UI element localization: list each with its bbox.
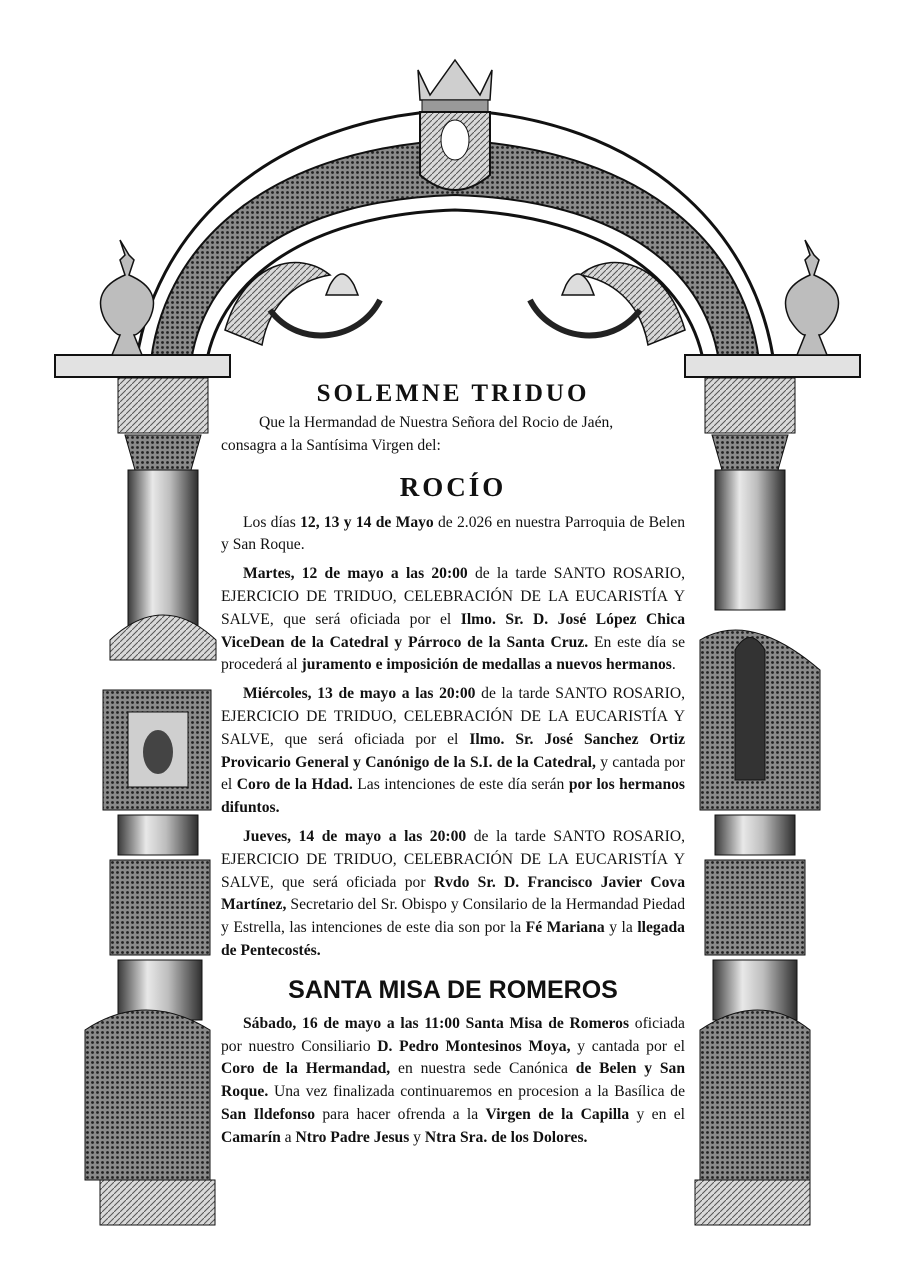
misa-paragraph: Sábado, 16 de mayo a las 11:00 Santa Misa de Romeros oficiada por nuestro Consiliario D. Pedro Montesinos Moya, y cantada por el Coro de la Hermandad, en nuestra sede Canónica de Belen y San Roque. Una vez finalizada continuaremos en procesion a la Basílica de San Ildefonso para hacer ofrenda a la Virgen de la Capilla y en el Camarín a Ntro Padre Jesus y Ntra Sra. de los Dolores. (221, 1014, 685, 1146)
day3-paragraph: Jueves, 14 de mayo a las 20:00 de la tarde SANTO ROSARIO, EJERCICIO DE TRIDUO, CELEBRACIÓN DE LA EUCARISTÍA Y SALVE, que será oficiada por Rvdo Sr. D. Francisco Javier Cova Martínez, Secretario del Sr. Obispo y Consilario de la Hermandad Piedad y Estrella, las intenciones de este dia son por la Fé Mariana y la llegada de Pentecostés. (221, 827, 685, 959)
cornice-left (55, 355, 230, 377)
day2-paragraph: Miércoles, 13 de mayo a las 20:00 de la tarde SANTO ROSARIO, EJERCICIO DE TRIDUO, CELEBRACIÓN DE LA EUCARISTÍA Y SALVE, que será oficiada por el Ilmo. Sr. José Sanchez Ortiz Provicario General y Canónigo de la S.I. de la Catedral, y cantada por el Coro de la Hdad. Las intenciones de este día serán por los hermanos difuntos. (221, 685, 686, 817)
urn-left (101, 240, 154, 355)
day1-paragraph: Martes, 12 de mayo a las 20:00 de la tarde SANTO ROSARIO, EJERCICIO DE TRIDUO, CELEBRACIÓN DE LA EUCARISTÍA Y SALVE, que será oficiada por el Ilmo. Sr. D. José López Chica ViceDean de la Catedral y Párroco de la Santa Cruz. En este día se procederá al juramento e imposición de medallas a nuevos hermanos. (221, 565, 685, 674)
cornice-right (685, 355, 860, 377)
misa-heading: SANTA MISA DE ROMEROS (288, 975, 618, 1004)
virgin-name-heading: ROCÍO (399, 471, 507, 502)
right-column (695, 378, 820, 1225)
crown-shield-emblem (418, 60, 492, 190)
urn-right (786, 240, 839, 355)
intro-paragraph: Que la Hermandad de Nuestra Señora del Rocio de Jaén, consagra a la Santísima Virgen del: (221, 414, 614, 454)
dates-paragraph: Los días 12, 13 y 14 de Mayo de 2.026 en nuestra Parroquia de Belen y San Roque. (221, 513, 686, 554)
left-column (85, 378, 216, 1225)
triduo-text (221, 380, 685, 1156)
page-title: SOLEMNE TRIDUO (316, 380, 590, 407)
